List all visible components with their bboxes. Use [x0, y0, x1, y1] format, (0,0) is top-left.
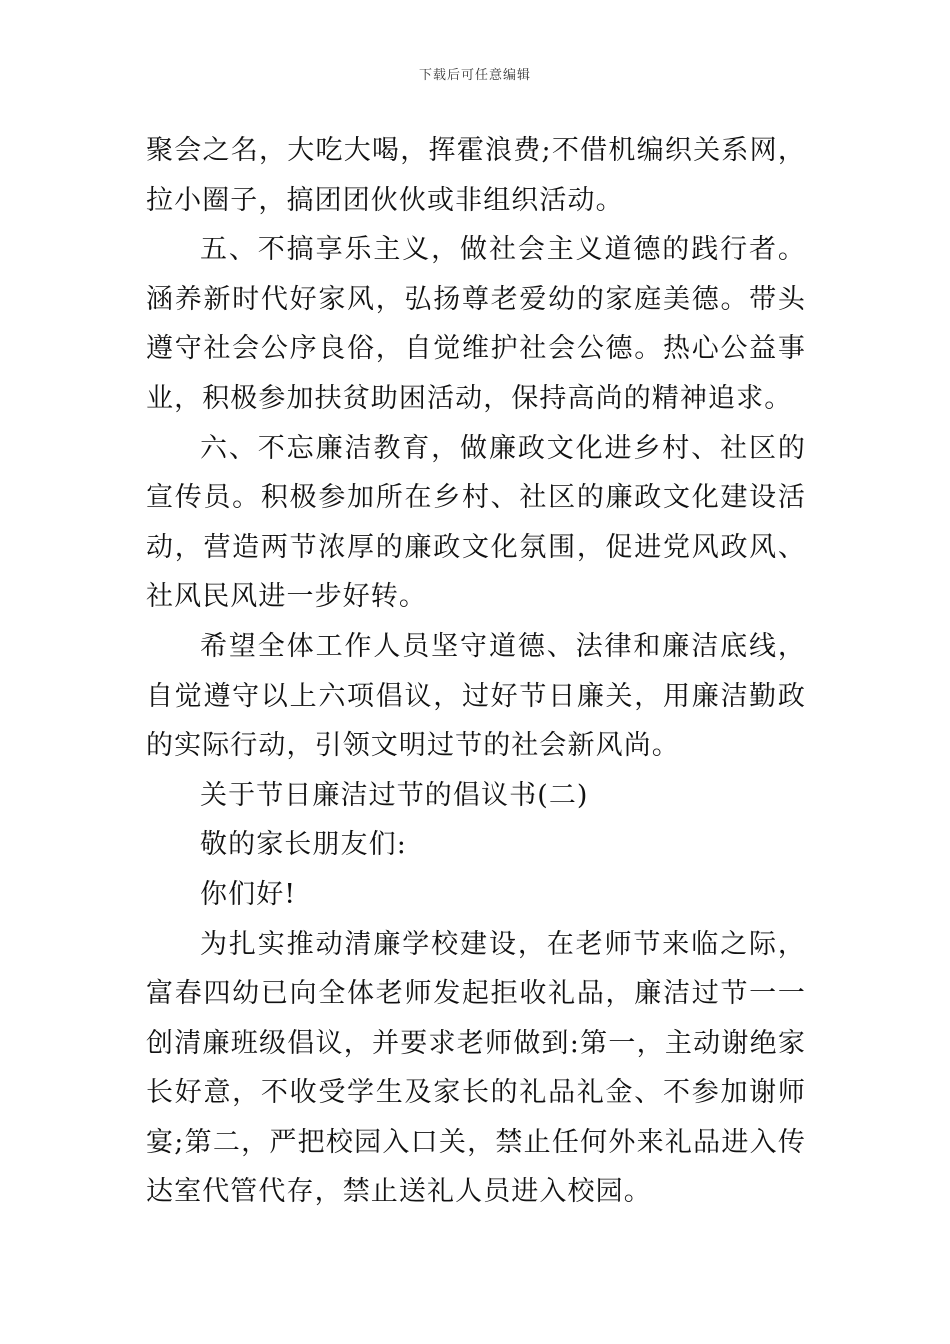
greeting: 你们好! — [200, 878, 297, 910]
section-title: 关于节日廉洁过节的倡议书(二) — [200, 779, 589, 811]
paragraph-item-five: 五、不搞享乐主义，做社会主义道德的践行者。涵养新时代好家风，弘扬尊老爱幼的家庭美德。带头遵守社会公序良俗，自觉维护社会公德。热心公益事业，积极参加扶贫助困活动，保持高尚的精神追求。 — [146, 234, 806, 414]
salutation: 敬的家长朋友们: — [200, 829, 407, 861]
paragraph-continuation: 聚会之名，大吃大喝，挥霍浪费;不借机编织关系网，拉小圈子，搞团团伙伙或非组织活动。 — [146, 135, 806, 216]
paragraph-item-six: 六、不忘廉洁教育，做廉政文化进乡村、社区的宣传员。积极参加所在乡村、社区的廉政文化建设活动，营造两节浓厚的廉政文化氛围，促进党风政风、社风民风进一步好转。 — [146, 432, 806, 613]
document-body — [146, 126, 806, 1217]
paragraph-initiative: 为扎实推动清廉学校建设，在老师节来临之际，富春四幼已向全体老师发起拒收礼品，廉洁过节一一创清廉班级倡议，并要求老师做到:第一，主动谢绝家长好意，不收受学生及家长的礼品礼金、不参加谢师宴;第二，严把校园入口关，禁止任何外来礼品进入传达室代管代存，禁止送礼人员进入校园。 — [146, 928, 806, 1208]
paragraph-closing-hope: 希望全体工作人员坚守道德、法律和廉洁底线，自觉遵守以上六项倡议，过好节日廉关，用廉洁勤政的实际行动，引领文明过节的社会新风尚。 — [146, 630, 806, 762]
page-header: 下载后可任意编辑 — [418, 68, 531, 83]
